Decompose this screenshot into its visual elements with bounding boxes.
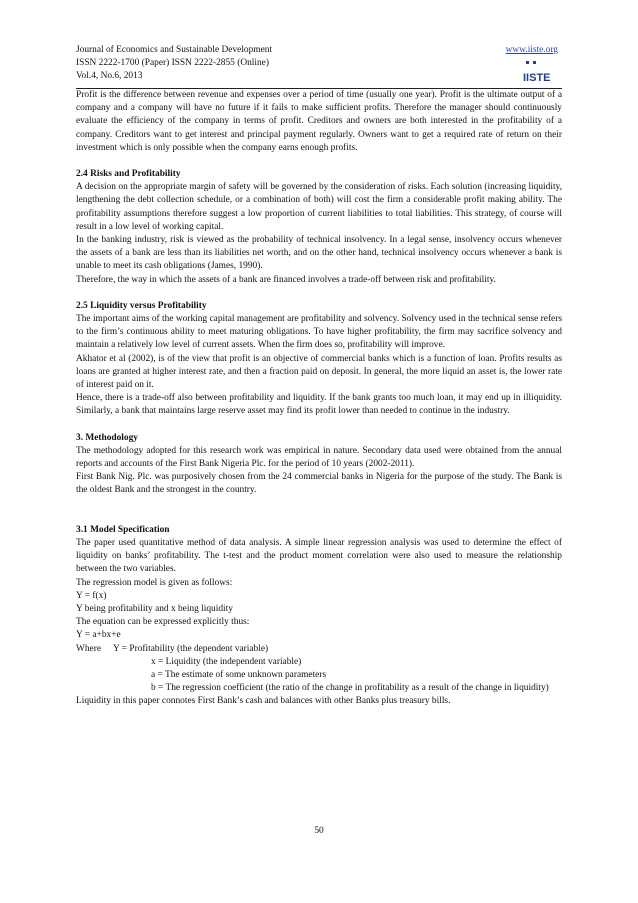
where-definition-a: a = The estimate of some unknown parameters (151, 669, 327, 680)
where-label: Where (76, 643, 101, 654)
journal-url-link[interactable]: www.iiste.org (505, 45, 558, 55)
text-line: The regression model is given as follows: (76, 577, 233, 588)
heading-2-5: 2.5 Liquidity versus Profitability (76, 300, 207, 311)
paragraph: In the banking industry, risk is viewed as the probability of technical insolvency. In a legal sense, insolvency occurs whenever the assets of a bank are less than its liabilities net worth, and on the other hand, technical insolvency occurs whenever a bank is unable to meet its cash obligations (James, 1990). (76, 235, 562, 272)
paragraph: Therefore, the way in which the assets of a bank are financed involves a trade-off between risk and profitability. (76, 274, 496, 285)
logo-text: IISTE (523, 72, 551, 84)
intro-paragraph: Profit is the difference between revenue and expenses over a period of time (usually one year). Profit is the ultimate output of a company and a company will have no future if it fails to make sufficient profits. Therefore the manager should continuously evaluate the efficiency of the company in terms of profit. Creditors and owners are both interested in the profitability of a company. Creditors want to get interest and principal payment regularly. Owners want to get a required rate of return on their investment which is only possible when the company earns enough profits. (76, 90, 562, 153)
logo-dot-1 (526, 61, 529, 64)
equation-line: Y = a+bx+e (76, 630, 121, 641)
page (76, 44, 562, 709)
paragraph: The important aims of the working capital management are profitability and solvency. Solvency used in the technical sense refers to the firm’s continuous ability to meet maturing obligations. To have higher profitability, the firm may sacrifice solvency and maintain a relatively low level of current assets. When the firm does so, profitability will improve. (76, 314, 562, 351)
heading-2-4: 2.4 Risks and Profitability (76, 169, 181, 180)
where-definition-b: b = The regression coefficient (the ratio of the change in profitability as a result of the change in liquidity) (151, 683, 549, 694)
paragraph: A decision on the appropriate margin of safety will be governed by the consideration of risks. Each solution (increasing liquidity, lengthening the debt collection schedule, or a combination of both) will cost the firm a considerable profit making ability. The profitability assumptions therefore suggest a low proportion of current liabilities to total liabilities. This strategy, of course will result in a low level of working capital. (76, 182, 562, 232)
where-definition-x: x = Liquidity (the independent variable) (151, 656, 302, 667)
journal-header (76, 44, 562, 88)
paragraph: The methodology adopted for this research work was empirical in nature. Secondary data used were obtained from the annual reports and accounts of the First Bank Nigeria Plc. for the period of 10 years (2002-2011). (76, 445, 562, 470)
spacer (76, 498, 562, 511)
article-body (76, 89, 562, 709)
paragraph: First Bank Nig. Plc. was purposively chosen from the 24 commercial banks in Nigeria for the purpose of the study. The Bank is the oldest Bank and the strongest in the country. (76, 472, 562, 496)
text-line: Y being profitability and x being liquidity (76, 603, 233, 614)
paragraph: Akhator et al (2002), is of the view that profit is an objective of commercial banks which is a function of loan. Profits results as loans are granted at higher interest rate, and then a fraction paid on deposit. In general, the more liquid an asset is, the lower rate of interest paid on it. (76, 353, 562, 391)
heading-3: 3. Methodology (76, 432, 138, 443)
paragraph: The paper used quantitative method of data analysis. A simple linear regression analysis was used to determine the effect of liquidity on banks’ profitability. The t-test and the product moment correlation were also used to measure the relationship between the two variables. (76, 537, 562, 575)
where-line (76, 643, 562, 656)
page-number: 50 (314, 826, 324, 836)
logo-dot-2 (533, 61, 536, 64)
journal-title: Journal of Economics and Sustainable Development (76, 45, 273, 55)
equation-line: Y = f(x) (76, 590, 107, 601)
volume-line: Vol.4, No.6, 2013 (76, 71, 143, 81)
paragraph: Liquidity in this paper connotes First Bank’s cash and balances with other Banks plus treasury bills. (76, 696, 451, 707)
text-line: The equation can be expressed explicitly thus: (76, 617, 250, 628)
where-definition-y: Y = Profitability (the dependent variable) (112, 643, 269, 654)
heading-3-1: 3.1 Model Specification (76, 524, 170, 535)
iiste-logo (520, 59, 560, 85)
issn-line: ISSN 2222-1700 (Paper) ISSN 2222-2855 (Online) (76, 58, 269, 68)
paragraph: Hence, there is a trade-off also between profitability and liquidity. If the bank grants too much loan, it may end up in illiquidity. Similarly, a bank that maintains large reserve asset may find its profit lower than needed to continue in the industry. (76, 393, 562, 417)
